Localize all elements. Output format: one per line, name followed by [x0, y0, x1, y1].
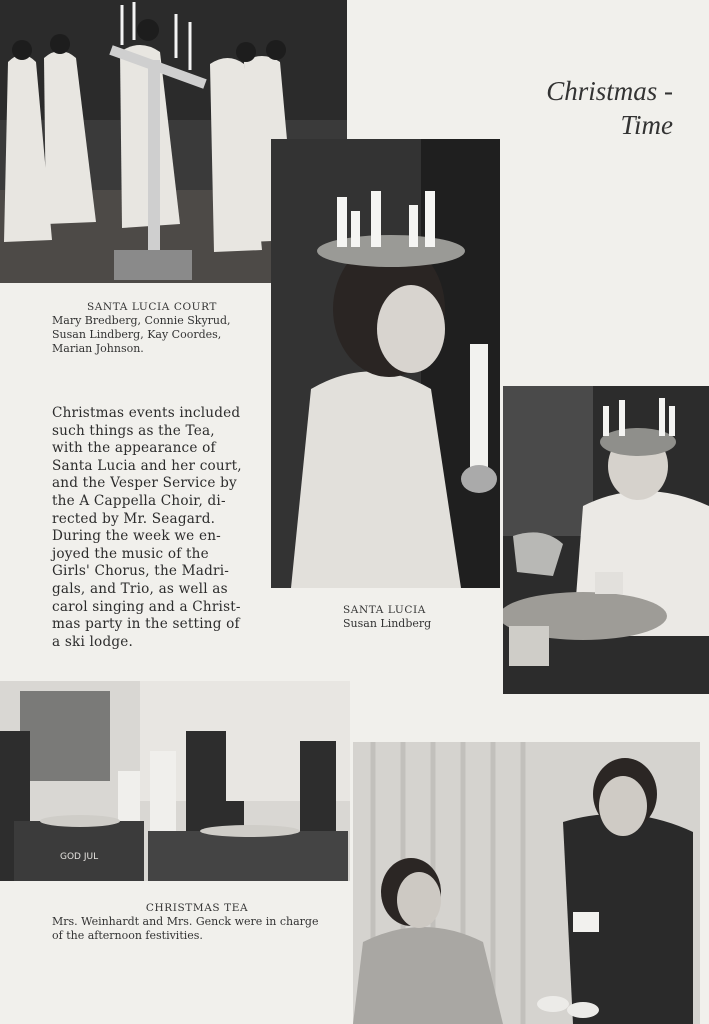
title-line-1: Christmas - [546, 76, 673, 106]
body-line-14: a ski lodge. [52, 633, 134, 650]
photo-santa-lucia [271, 139, 500, 588]
caption-court-line-3: Marian Johnson. [52, 342, 144, 355]
photo-lucia-pouring [503, 386, 709, 694]
body-line-7: rected by Mr. Seagard. [52, 510, 216, 527]
body-line-8: During the week we en- [52, 528, 221, 545]
body-line-4: Santa Lucia and her court, [52, 457, 242, 474]
caption-santa-lucia [343, 603, 463, 631]
body-line-13: mas party in the setting of [52, 616, 240, 633]
body-line-6: the A Cappella Choir, di- [52, 492, 226, 509]
photo-christmas-tea [0, 681, 350, 881]
caption-court-line-2: Susan Lindberg, Kay Coordes, [52, 328, 222, 341]
caption-santa-lucia-court [52, 300, 267, 356]
body-line-1: Christmas events included [52, 405, 241, 421]
tea-banner-text: GOD JUL [60, 852, 99, 862]
caption-tea-line-1: Mrs. Weinhardt and Mrs. Genck were in charge [52, 915, 319, 928]
pouring-photo-art [503, 386, 709, 694]
body-text [52, 405, 257, 651]
body-line-9: joyed the music of the [52, 545, 209, 562]
caption-court-line-1: Mary Bredberg, Connie Skyrud, [52, 314, 231, 327]
caption-lucia-text: Susan Lindberg [343, 617, 432, 630]
tea-table-photo-art [0, 681, 350, 881]
body-line-12: carol singing and a Christ- [52, 598, 241, 615]
caption-tea-heading: CHRISTMAS TEA [145, 902, 249, 914]
lucia-photo-art [271, 139, 500, 588]
caption-christmas-tea [52, 901, 342, 943]
caption-tea-line-2: of the afternoon festivities. [52, 929, 203, 942]
hostesses-photo-art [353, 742, 700, 1024]
body-line-11: gals, and Trio, as well as [52, 580, 228, 597]
body-line-2: such things as the Tea, [52, 422, 215, 439]
page-title [546, 74, 673, 142]
caption-court-heading: SANTA LUCIA COURT [86, 301, 218, 313]
caption-lucia-heading: SANTA LUCIA [343, 604, 426, 616]
body-line-3: with the appearance of [52, 440, 216, 457]
photo-tea-hostesses [353, 742, 700, 1024]
title-line-2: Time [620, 110, 673, 140]
body-line-5: and the Vesper Service by [52, 475, 237, 492]
body-line-10: Girls' Chorus, the Madri- [52, 563, 230, 580]
